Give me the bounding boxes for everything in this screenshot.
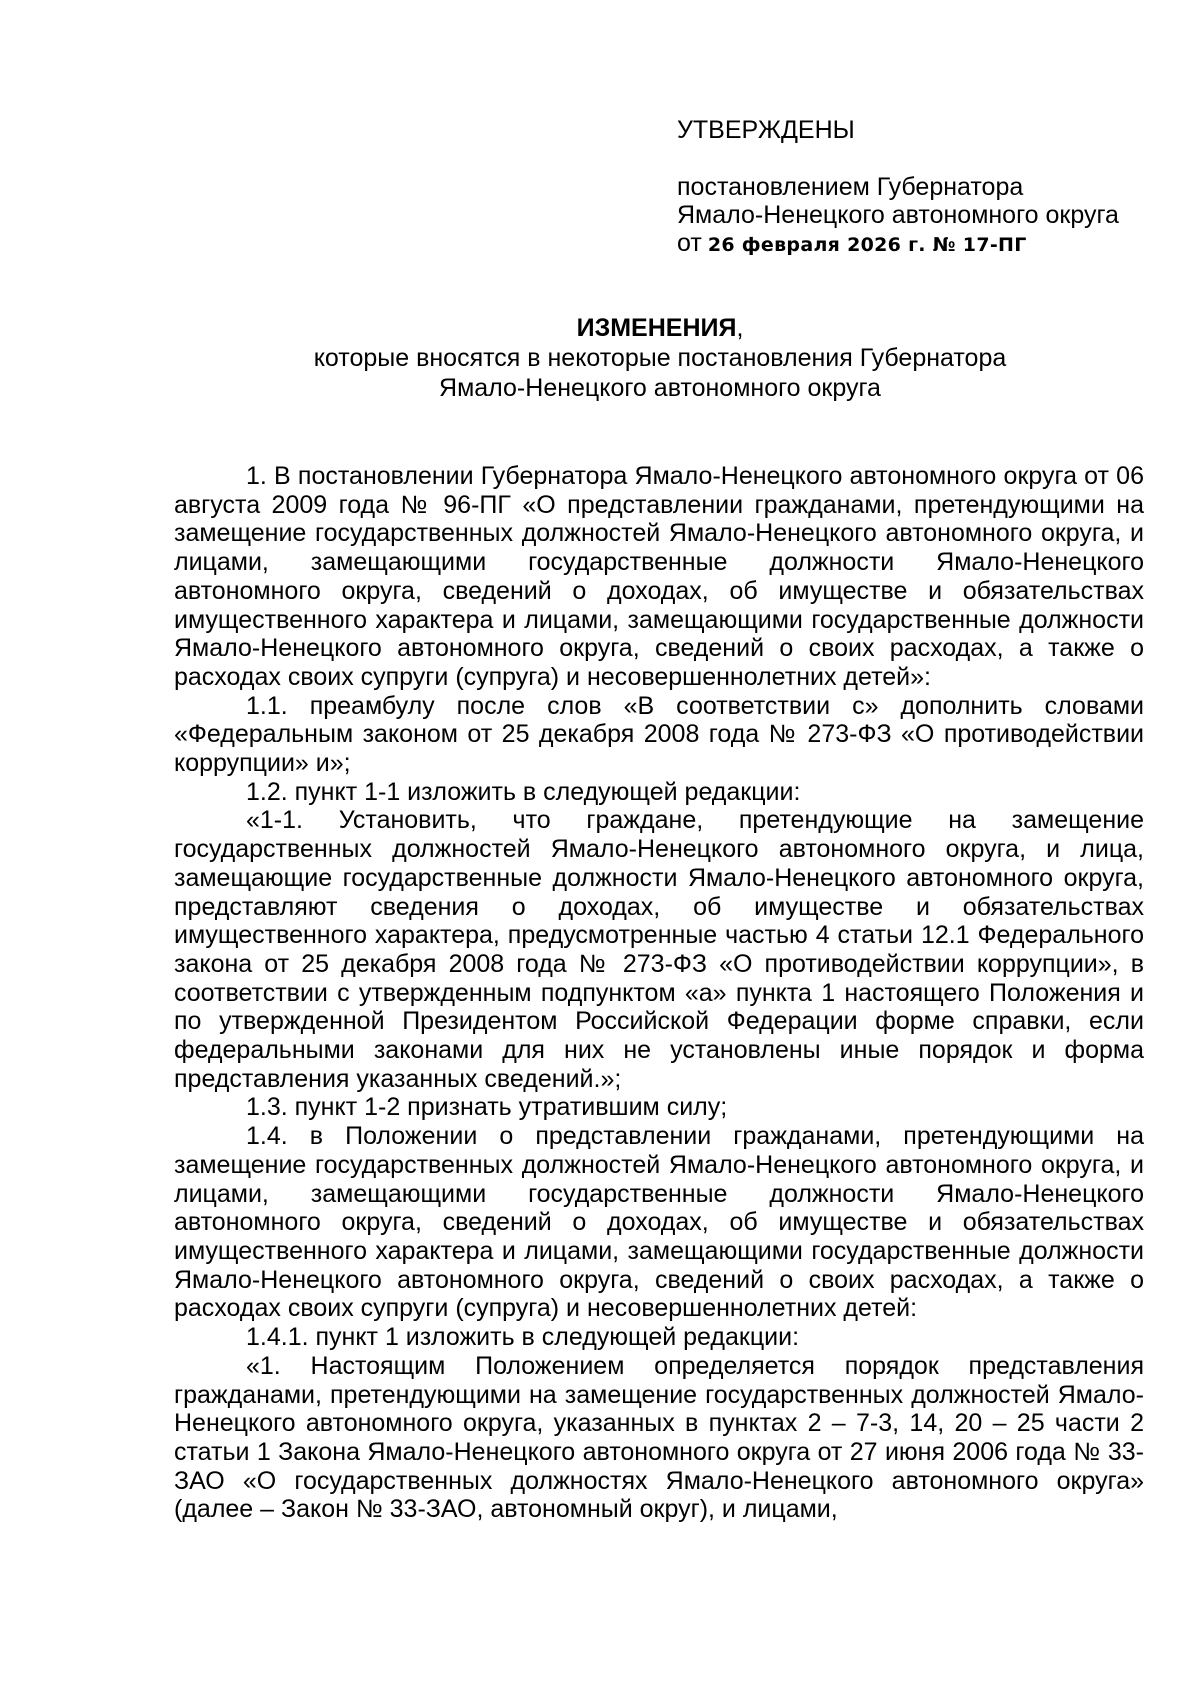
registration-stamp: 26 февраля 2026 г. № 17-ПГ — [707, 234, 1027, 256]
paragraph-1-4-1-text: «1. Настоящим Положением определяется порядок представления гражданами, претендующими на замещение государственных должностей Ямало-Ненецкого автономного округа, указанных в пунктах 2 – 7-3, 14, 20 – 25 части 2 статьи 1 Закона Ямало-Ненецкого автономного округа от 27 июня 2006 года № 33-ЗАО «О государственных должностях Ямало-Ненецкого автономного округа» (далее – Закон № 33-ЗАО, автономный округ), и лицами, — [174, 1351, 1144, 1524]
approval-line-date — [677, 228, 1027, 260]
approval-line-decree: постановлением Губернатора — [677, 173, 1024, 201]
paragraph-1-4: 1.4. в Положении о представлении гражданами, претендующими на замещение государственных должностей Ямало-Ненецкого автономного округа, и лицами, замещающими государственные должности Ямало-Ненецкого автономного округа, сведений о доходах, об имуществе и обязательствах имущественного характера и лицами, замещающими государственные должности Ямало-Ненецкого автономного округа, сведений о своих расходах, а также о расходах своих супруги (супруга) и несовершеннолетних детей: — [174, 1122, 1144, 1323]
paragraph-1-2-text: «1-1. Установить, что граждане, претендующие на замещение государственных должностей Ямало-Ненецкого автономного округа, и лица, замещающие государственные должности Ямало-Ненецкого автономного округа, представляют сведения о доходах, об имуществе и обязательствах имущественного характера, предусмотренные частью 4 статьи 12.1 Федерального закона от 25 декабря 2008 года № 273-ФЗ «О противодействии коррупции», в соответствии с утвержденным подпунктом «а» пункта 1 настоящего Положения и по утвержденной Президентом Российской Федерации форме справки, если федеральными законами для них не установлены иные порядок и форма представления указанных сведений.»; — [174, 806, 1144, 1093]
heading-title: ИЗМЕНЕНИЯ — [576, 314, 737, 342]
document-heading — [160, 313, 1160, 403]
approval-line-region: Ямало-Ненецкого автономного округа — [677, 201, 1119, 229]
heading-subtitle-region: Ямало-Ненецкого автономного округа — [439, 374, 881, 402]
paragraph-1: 1. В постановлении Губернатора Ямало-Ненецкого автономного округа от 06 августа 2009 года № 96-ПГ «О представлении гражданами, претендующими на замещение государственных должностей Ямало-Ненецкого автономного округа, и лицами, замещающими государственные должности Ямало-Ненецкого автономного округа, сведений о доходах, об имуществе и обязательствах имущественного характера и лицами, замещающими государственные должности Ямало-Ненецкого автономного округа, сведений о своих расходах, а также о расходах своих супруги (супруга) и несовершеннолетних детей»: — [174, 462, 1144, 691]
heading-title-comma: , — [736, 314, 744, 342]
paragraph-1-4-1: 1.4.1. пункт 1 изложить в следующей редакции: — [246, 1323, 800, 1352]
heading-title-line — [160, 313, 1160, 343]
approved-label: УТВЕРЖДЕНЫ — [677, 116, 855, 144]
paragraph-1-1: 1.1. преамбулу после слов «В соответствии с» дополнить словами «Федеральным законом от 25 декабря 2008 года № 273-ФЗ «О противодействии коррупции» и»; — [174, 691, 1144, 778]
date-prefix: от — [677, 229, 702, 257]
paragraph-1-2: 1.2. пункт 1-1 изложить в следующей редакции: — [246, 777, 801, 806]
heading-subtitle: которые вносятся в некоторые постановления Губернатора — [313, 344, 1007, 372]
document-body — [174, 462, 1144, 1524]
paragraph-1-3: 1.3. пункт 1-2 признать утратившим силу; — [246, 1093, 728, 1122]
